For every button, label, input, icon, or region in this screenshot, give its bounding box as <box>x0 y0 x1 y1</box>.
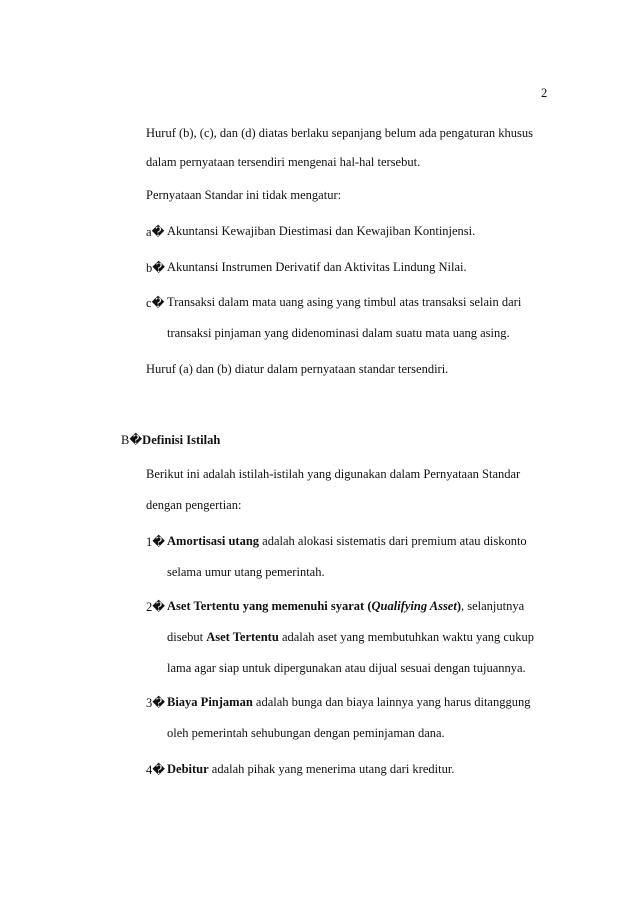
missing-glyph-icon: � <box>152 535 166 549</box>
definition-marker-3 <box>146 695 165 711</box>
section-intro-line-2: dengan pengertian: <box>146 498 242 512</box>
definition-term: Aset Tertentu <box>206 630 279 644</box>
definition-term: Debitur <box>167 762 209 776</box>
definition-term-italic: Qualifying Asset <box>371 599 457 613</box>
list-marker: 3 <box>146 696 153 710</box>
section-title: Definisi Istilah <box>142 433 221 447</box>
definition-term: Amortisasi utang <box>167 534 260 548</box>
definition-text: adalah pihak yang menerima utang dari kreditur. <box>208 762 455 776</box>
scope-paragraph-line-1: Huruf (b), (c), dan (d) diatas berlaku sepanjang belum ada pengaturan khusus <box>146 126 534 140</box>
list-marker: 4 <box>146 763 153 777</box>
list-item-c-text-line-2: transaksi pinjaman yang didenominasi dalam suatu mata uang asing. <box>167 326 510 340</box>
definition-4-line-1 <box>167 762 454 777</box>
missing-glyph-icon: � <box>151 225 165 239</box>
missing-glyph-icon: � <box>152 763 166 777</box>
section-intro-line-1: Berikut ini adalah istilah-istilah yang digunakan dalam Pernyataan Standar <box>146 467 521 481</box>
definition-term-close: ) <box>456 599 461 613</box>
list-item-c <box>146 295 164 311</box>
missing-glyph-icon: � <box>152 261 166 275</box>
missing-glyph-icon: � <box>152 600 166 614</box>
definition-text: adalah alokasi sistematis dari premium atau diskonto <box>259 534 527 548</box>
list-item-a <box>146 224 164 240</box>
not-regulated-closing: Huruf (a) dan (b) diatur dalam pernyataan standar tersendiri. <box>146 362 449 376</box>
list-marker: 2 <box>146 600 153 614</box>
not-regulated-intro: Pernyataan Standar ini tidak mengatur: <box>146 188 342 202</box>
scope-paragraph-line-2: dalam pernyataan tersendiri mengenai hal-hal tersebut. <box>146 155 421 169</box>
definition-text: adalah bunga dan biaya lainnya yang harus ditanggung <box>252 695 531 709</box>
definition-term: Aset Tertentu yang memenuhi syarat ( <box>167 599 372 613</box>
definition-term: Biaya Pinjaman <box>167 695 253 709</box>
section-marker: B <box>121 433 130 447</box>
definition-marker-4 <box>146 762 165 778</box>
definition-1-line-1 <box>167 534 527 549</box>
definition-2-line-3: lama agar siap untuk dipergunakan atau dijual sesuai dengan tujuannya. <box>167 661 526 675</box>
definition-1-line-2: selama umur utang pemerintah. <box>167 565 325 579</box>
list-marker: 1 <box>146 535 153 549</box>
list-marker: b <box>146 261 153 275</box>
definition-2-line-1 <box>167 599 524 614</box>
page-number: 2 <box>541 86 548 100</box>
list-item-a-text: Akuntansi Kewajiban Diestimasi dan Kewajiban Kontinjensi. <box>167 224 476 238</box>
definition-text: disebut <box>167 630 207 644</box>
list-item-c-text-line-1: Transaksi dalam mata uang asing yang timbul atas transaksi selain dari <box>167 295 522 309</box>
definition-2-line-2 <box>167 630 534 645</box>
definition-3-line-1 <box>167 695 530 710</box>
list-marker: a <box>146 225 152 239</box>
section-heading <box>121 432 220 448</box>
missing-glyph-icon: � <box>129 433 143 447</box>
definition-3-line-2: oleh pemerintah sehubungan dengan peminjaman dana. <box>167 726 445 740</box>
list-marker: c <box>146 296 152 310</box>
definition-text: adalah aset yang membutuhkan waktu yang cukup <box>278 630 534 644</box>
missing-glyph-icon: � <box>151 296 165 310</box>
list-item-b <box>146 260 165 276</box>
definition-marker-2 <box>146 599 165 615</box>
missing-glyph-icon: � <box>152 696 166 710</box>
list-item-b-text: Akuntansi Instrumen Derivatif dan Aktivitas Lindung Nilai. <box>167 260 467 274</box>
definition-text: , selanjutnya <box>461 599 525 613</box>
definition-marker-1 <box>146 534 165 550</box>
